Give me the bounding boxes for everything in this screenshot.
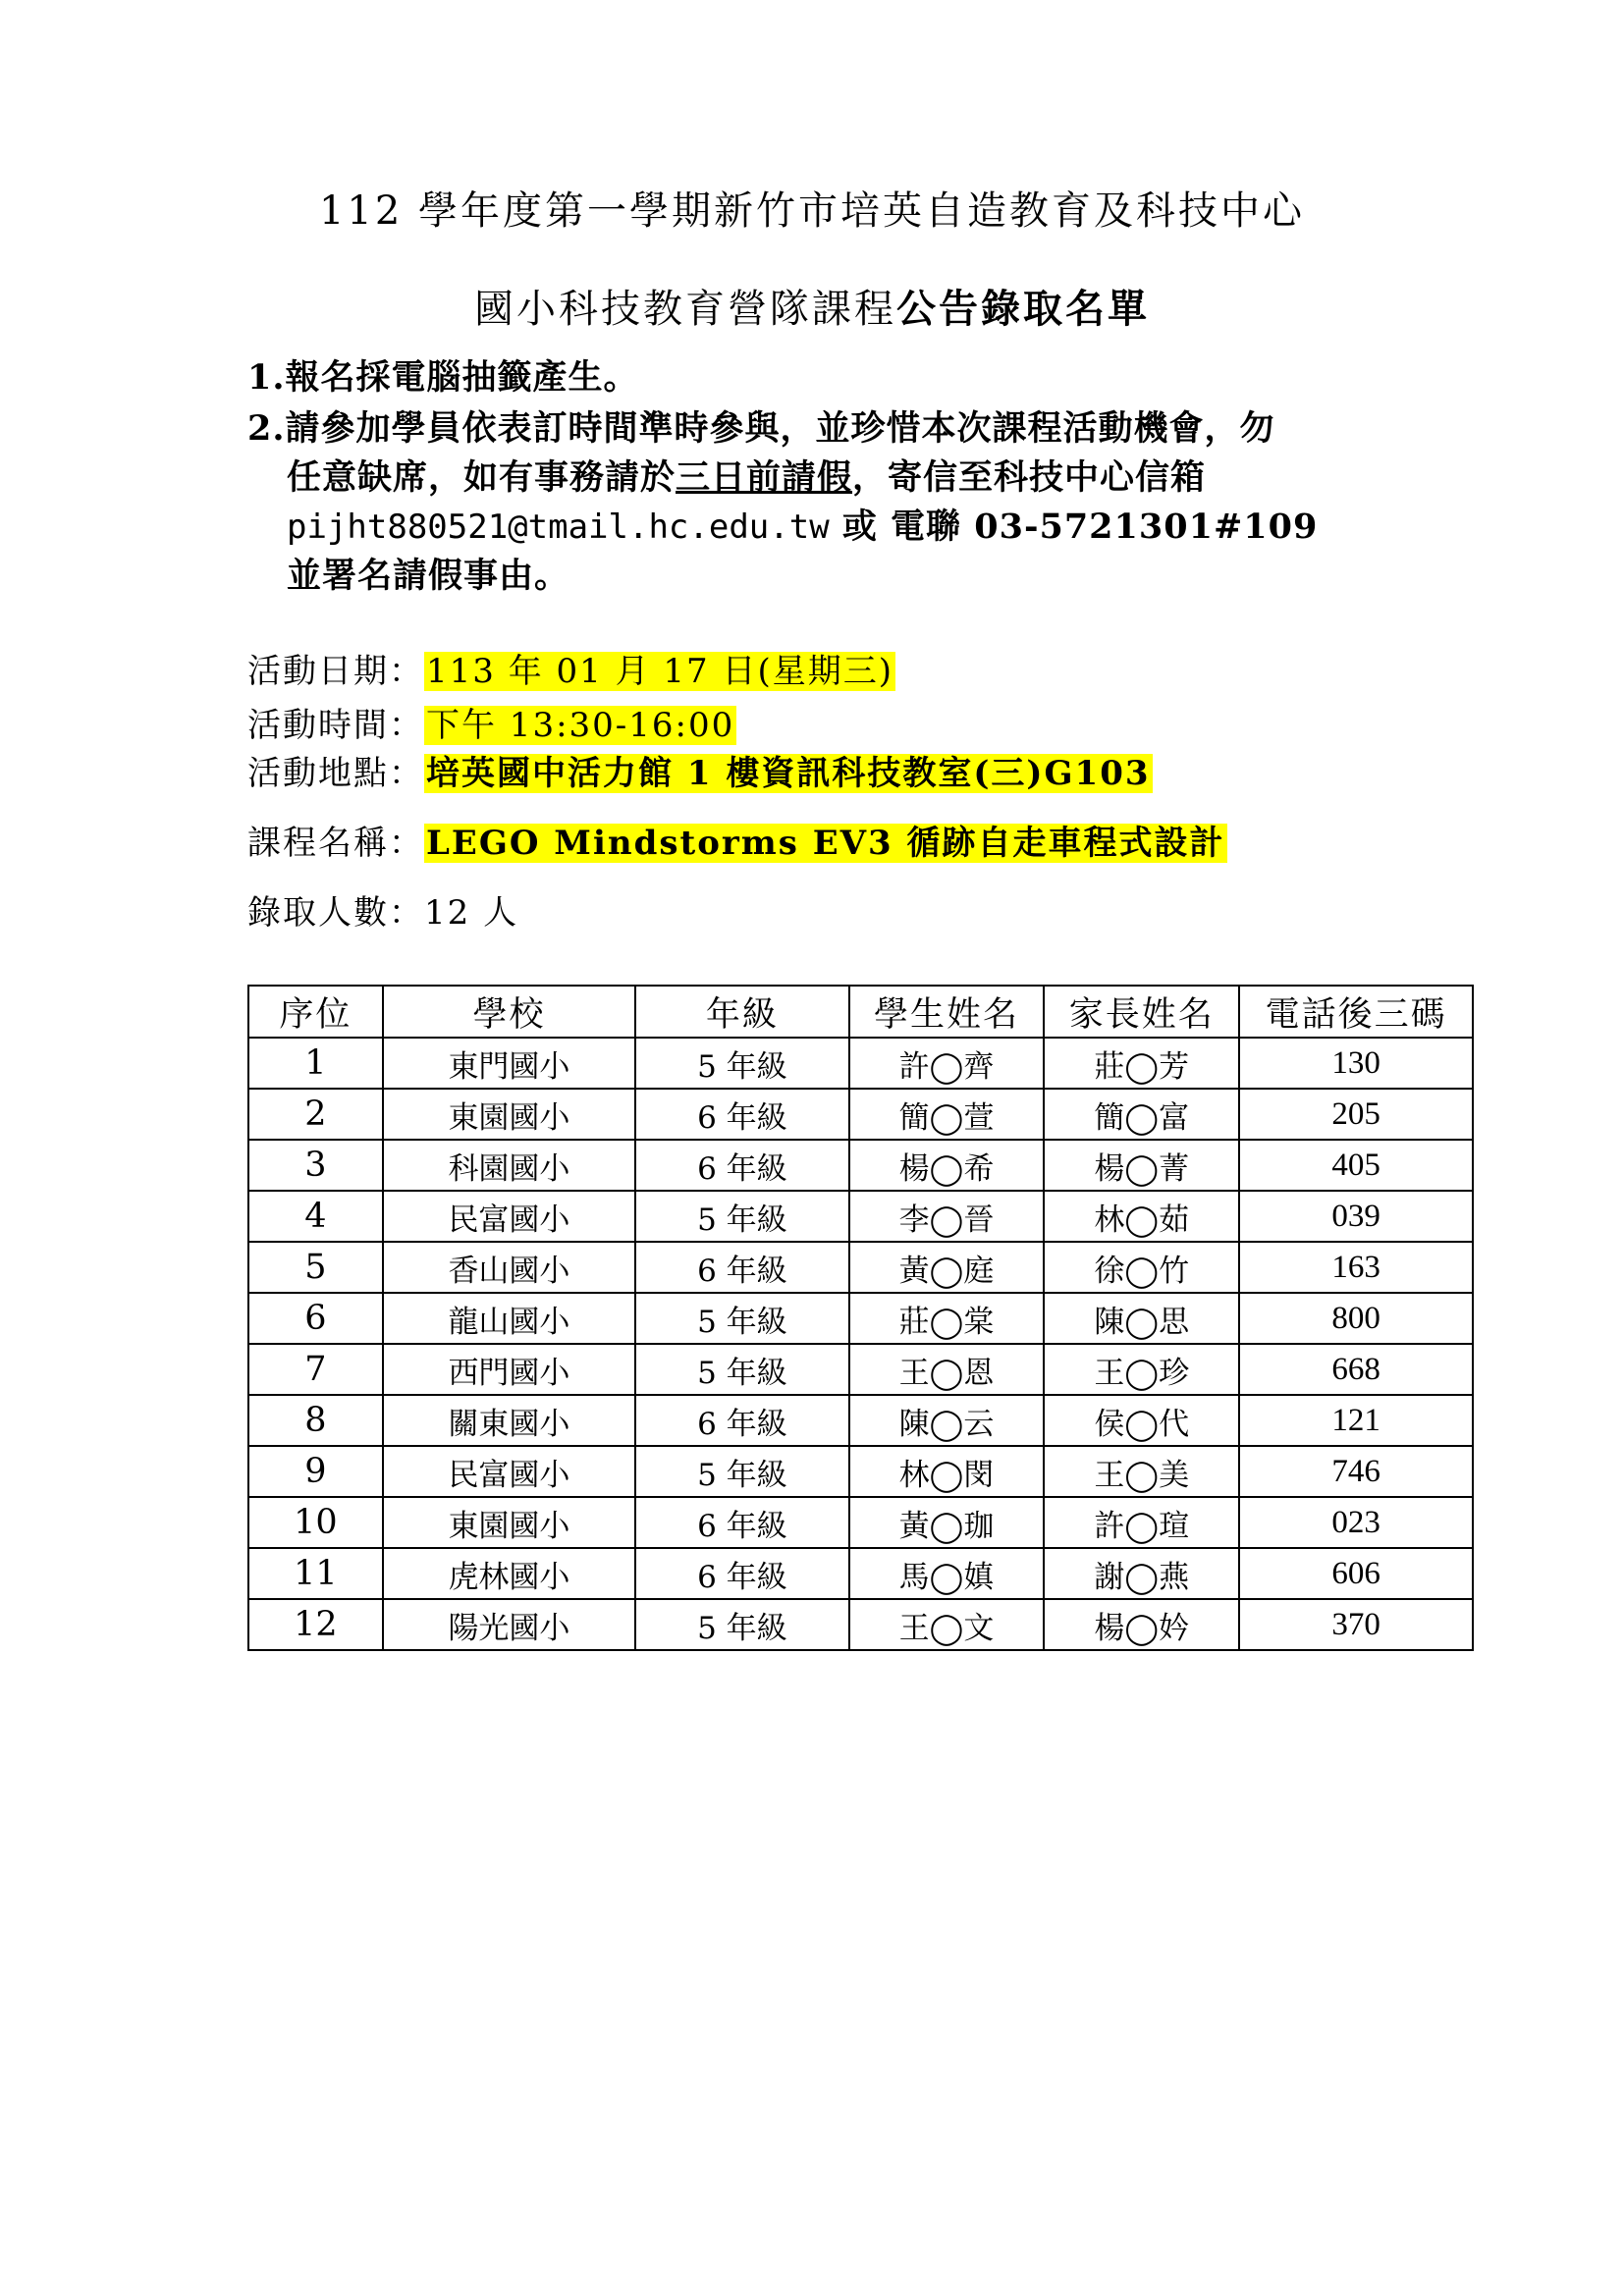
- table-row: [248, 1344, 1473, 1395]
- activity-location-label: 活動地點：: [247, 754, 424, 793]
- cell-phone: 039: [1239, 1191, 1473, 1242]
- page-subtitle: [0, 278, 1624, 334]
- cell-parent: 王◯珍: [1044, 1344, 1239, 1395]
- column-header-parent: 家長姓名: [1044, 986, 1239, 1038]
- cell-grade: 5 年級: [635, 1446, 848, 1497]
- cell-grade: 5 年級: [635, 1038, 848, 1089]
- notice-underlined-deadline: 三日前請假: [676, 457, 853, 498]
- cell-student: 馬◯嫃: [849, 1548, 1045, 1599]
- notice-item-2-line-1: 2.請參加學員依表訂時間準時參與，並珍惜本次課程活動機會，勿: [247, 408, 1275, 449]
- table-row: [248, 1599, 1473, 1650]
- table-row: [248, 1191, 1473, 1242]
- cell-grade: 5 年級: [635, 1293, 848, 1344]
- notice-item-2-line-3: [287, 503, 1318, 552]
- cell-seq: 9: [248, 1446, 383, 1497]
- cell-parent: 侯◯代: [1044, 1395, 1239, 1446]
- activity-location-value: 培英國中活力館 1 樓資訊科技教室(三)G103: [426, 754, 1151, 793]
- cell-parent: 莊◯芳: [1044, 1038, 1239, 1089]
- table-row: [248, 1038, 1473, 1089]
- activity-location: [247, 748, 1153, 799]
- cell-school: 民富國小: [383, 1446, 635, 1497]
- table-row: [248, 1089, 1473, 1140]
- cell-parent: 簡◯富: [1044, 1089, 1239, 1140]
- course-name-value: LEGO Mindstorms EV3 循跡自走車程式設計: [426, 824, 1225, 863]
- cell-grade: 5 年級: [635, 1191, 848, 1242]
- cell-parent: 陳◯思: [1044, 1293, 1239, 1344]
- cell-phone: 668: [1239, 1344, 1473, 1395]
- cell-phone: 370: [1239, 1599, 1473, 1650]
- cell-parent: 楊◯菁: [1044, 1140, 1239, 1191]
- cell-school: 西門國小: [383, 1344, 635, 1395]
- cell-seq: 12: [248, 1599, 383, 1650]
- cell-student: 楊◯希: [849, 1140, 1045, 1191]
- cell-school: 香山國小: [383, 1242, 635, 1293]
- cell-phone: 746: [1239, 1446, 1473, 1497]
- cell-seq: 1: [248, 1038, 383, 1089]
- notice-item-2-line-4: 並署名請假事由。: [287, 556, 570, 596]
- cell-student: 李◯晉: [849, 1191, 1045, 1242]
- cell-school: 關東國小: [383, 1395, 635, 1446]
- activity-date-label: 活動日期：: [247, 652, 424, 691]
- column-header-school: 學校: [383, 986, 635, 1038]
- cell-grade: 6 年級: [635, 1395, 848, 1446]
- contact-email: pijht880521@tmail.hc.edu.tw: [287, 507, 830, 547]
- page-title: 112 學年度第一學期新竹市培英自造教育及科技中心: [318, 188, 1306, 234]
- notice-text: ，寄信至科技中心信箱: [852, 457, 1207, 498]
- cell-phone: 163: [1239, 1242, 1473, 1293]
- table-row: [248, 1140, 1473, 1191]
- notice-item-2-line-2: [287, 454, 1206, 503]
- cell-school: 民富國小: [383, 1191, 635, 1242]
- cell-student: 莊◯棠: [849, 1293, 1045, 1344]
- cell-school: 東門國小: [383, 1038, 635, 1089]
- activity-time-label: 活動時間：: [247, 706, 424, 745]
- subtitle-normal: 國小科技教育營隊課程: [474, 287, 896, 332]
- contact-phone: 或 電聯 03-5721301#109: [829, 507, 1319, 547]
- cell-parent: 楊◯妗: [1044, 1599, 1239, 1650]
- cell-parent: 林◯茹: [1044, 1191, 1239, 1242]
- cell-school: 科園國小: [383, 1140, 635, 1191]
- cell-student: 王◯文: [849, 1599, 1045, 1650]
- course-name: [247, 818, 1227, 869]
- cell-phone: 205: [1239, 1089, 1473, 1140]
- notice-item-1: 1.報名採電腦抽籤產生。: [247, 357, 639, 398]
- admitted-count: [247, 887, 518, 938]
- cell-school: 龍山國小: [383, 1293, 635, 1344]
- table-row: [248, 1497, 1473, 1548]
- table-row: [248, 1446, 1473, 1497]
- cell-seq: 5: [248, 1242, 383, 1293]
- cell-phone: 800: [1239, 1293, 1473, 1344]
- cell-seq: 3: [248, 1140, 383, 1191]
- admitted-count-value: 12 人: [424, 893, 519, 933]
- activity-date-value: 113 年 01 月 17 日(星期三): [426, 652, 893, 691]
- cell-grade: 6 年級: [635, 1089, 848, 1140]
- activity-time: [247, 700, 736, 751]
- table-header-row: [248, 986, 1473, 1038]
- table-row: [248, 1395, 1473, 1446]
- notice-text: 任意缺席，如有事務請於: [287, 457, 677, 498]
- cell-student: 林◯閔: [849, 1446, 1045, 1497]
- cell-student: 王◯恩: [849, 1344, 1045, 1395]
- admitted-count-label: 錄取人數：: [247, 893, 424, 933]
- cell-student: 簡◯萱: [849, 1089, 1045, 1140]
- subtitle-bold: 公告錄取名單: [896, 286, 1150, 332]
- cell-parent: 許◯瑄: [1044, 1497, 1239, 1548]
- cell-grade: 5 年級: [635, 1344, 848, 1395]
- cell-phone: 405: [1239, 1140, 1473, 1191]
- cell-grade: 6 年級: [635, 1497, 848, 1548]
- activity-date: [247, 646, 895, 697]
- cell-grade: 5 年級: [635, 1599, 848, 1650]
- cell-parent: 王◯美: [1044, 1446, 1239, 1497]
- cell-seq: 4: [248, 1191, 383, 1242]
- cell-seq: 6: [248, 1293, 383, 1344]
- cell-parent: 徐◯竹: [1044, 1242, 1239, 1293]
- column-header-grade: 年級: [635, 986, 848, 1038]
- cell-phone: 023: [1239, 1497, 1473, 1548]
- cell-school: 虎林國小: [383, 1548, 635, 1599]
- cell-grade: 6 年級: [635, 1242, 848, 1293]
- cell-seq: 10: [248, 1497, 383, 1548]
- cell-phone: 121: [1239, 1395, 1473, 1446]
- cell-seq: 2: [248, 1089, 383, 1140]
- cell-student: 陳◯云: [849, 1395, 1045, 1446]
- cell-phone: 606: [1239, 1548, 1473, 1599]
- cell-seq: 8: [248, 1395, 383, 1446]
- cell-grade: 6 年級: [635, 1140, 848, 1191]
- table-row: [248, 1242, 1473, 1293]
- admission-table: [247, 985, 1474, 1651]
- cell-phone: 130: [1239, 1038, 1473, 1089]
- cell-student: 黃◯珈: [849, 1497, 1045, 1548]
- table-row: [248, 1293, 1473, 1344]
- column-header-phone: 電話後三碼: [1239, 986, 1473, 1038]
- cell-school: 東園國小: [383, 1089, 635, 1140]
- cell-grade: 6 年級: [635, 1548, 848, 1599]
- cell-seq: 7: [248, 1344, 383, 1395]
- activity-time-value: 下午 13:30-16:00: [426, 706, 735, 745]
- table-body: [248, 1038, 1473, 1650]
- column-header-student: 學生姓名: [849, 986, 1045, 1038]
- cell-parent: 謝◯燕: [1044, 1548, 1239, 1599]
- cell-school: 陽光國小: [383, 1599, 635, 1650]
- table-row: [248, 1548, 1473, 1599]
- cell-student: 黃◯庭: [849, 1242, 1045, 1293]
- cell-school: 東園國小: [383, 1497, 635, 1548]
- column-header-seq: 序位: [248, 986, 383, 1038]
- course-name-label: 課程名稱：: [247, 824, 424, 863]
- cell-seq: 11: [248, 1548, 383, 1599]
- cell-student: 許◯齊: [849, 1038, 1045, 1089]
